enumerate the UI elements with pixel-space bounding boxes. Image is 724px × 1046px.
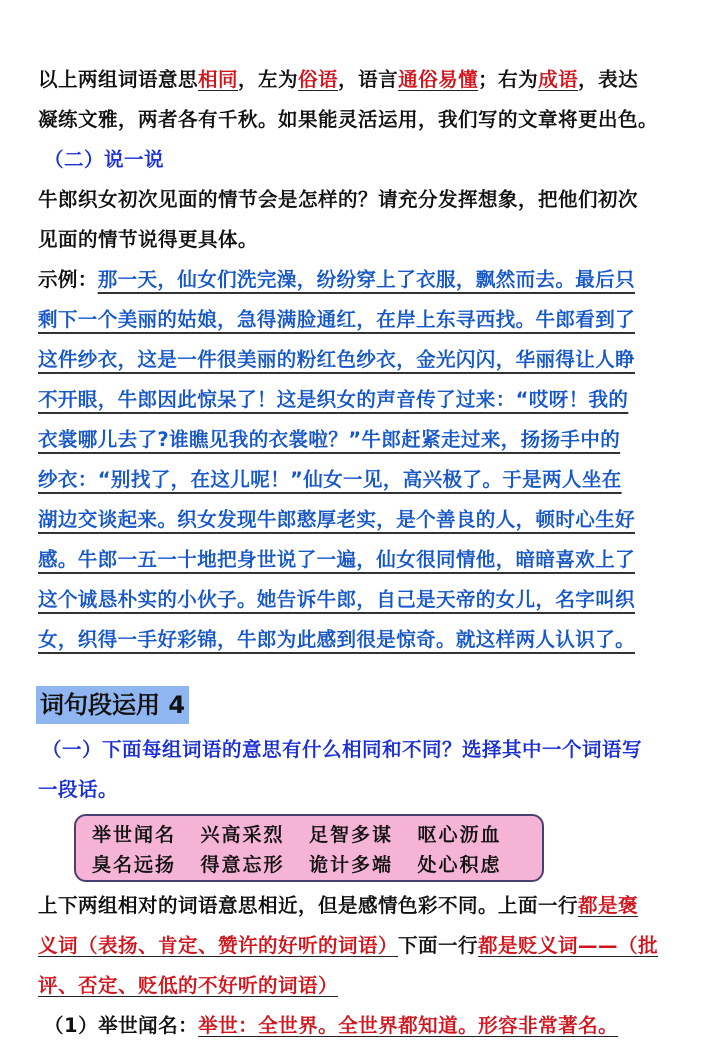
- section-two-title: （二）说一说: [44, 148, 165, 171]
- item-1: [44, 1006, 688, 1046]
- example-line-5: 衣裳哪儿去了?谁瞧见我的衣裳啦？”牛郎赶紧走过来，扬扬手中的: [38, 428, 621, 451]
- intro-text: ，语言: [338, 68, 399, 91]
- word: 呕心沥血: [417, 824, 502, 846]
- document-page: [38, 60, 688, 1046]
- question-line-1: （一）下面每组词语的意思有什么相同和不同？选择其中一个词语写: [42, 738, 643, 761]
- word-row-negative: [92, 850, 526, 880]
- question-line-2: 一段话。: [38, 778, 119, 801]
- word-row-positive: [92, 820, 526, 850]
- answer-highlight: 义词（表扬、肯定、赞许的好听的词语）: [38, 934, 399, 957]
- keyword-idiom: 成语: [538, 68, 579, 91]
- example-line-8: 感。牛郎一五一十地把身世说了一遍，仙女很同情他，暗暗喜欢上了: [38, 548, 636, 571]
- section-heading: 词句段运用 4: [36, 686, 189, 724]
- keyword-easy: 通俗易懂: [398, 68, 479, 91]
- prompt-line-2: 见面的情节说得更具体。: [38, 228, 259, 251]
- example-line-6: 纱衣：“别找了，在这儿呢！”仙女一见，高兴极了。于是两人坐在: [38, 468, 622, 491]
- word: 得意忘形: [200, 854, 285, 876]
- example-line-4: 不开眼，牛郎因此惊呆了！这是织女的声音传了过来：“哎呀！我的: [38, 388, 629, 411]
- intro-text: 以上两组词语意思: [38, 68, 199, 91]
- example-line-9: 这个诚恳朴实的小伙子。她告诉牛郎，自己是天帝的女儿，名字叫织: [38, 588, 636, 611]
- intro-text: ；右为: [478, 68, 539, 91]
- item-label: （1）举世闻名：: [44, 1014, 199, 1037]
- prompt-line-1: 牛郎织女初次见面的情节会是怎样的？请充分发挥想象，把他们初次: [38, 188, 639, 211]
- word: 处心积虑: [417, 854, 502, 876]
- keyword-same: 相同: [198, 68, 239, 91]
- answer-text: 下面一行: [398, 934, 479, 957]
- word: 举世闻名: [92, 824, 177, 846]
- example-line-2: 剩下一个美丽的姑娘，急得满脸通红，在岸上东寻西找。牛郎看到了: [38, 308, 636, 331]
- section-heading-row: [38, 686, 688, 730]
- example-text: 那一天，仙女们洗完澡，纷纷穿上了衣服，飘然而去。最后只: [97, 268, 636, 291]
- item-answer: 举世：全世界。全世界都知道。形容非常著名。: [198, 1014, 619, 1037]
- keyword-slang: 俗语: [298, 68, 339, 91]
- answer-text: 上下两组相对的词语意思相近，但是感情色彩不同。上面一行: [38, 894, 579, 917]
- answer-highlight: 评、否定、贬低的不好听的词语）: [38, 974, 339, 997]
- example-line-3: 这件纱衣，这是一件很美丽的粉红色纱衣，金光闪闪，华丽得让人睁: [38, 348, 636, 371]
- answer-highlight: 都是贬义词——（批: [478, 934, 659, 957]
- word: 兴高采烈: [200, 824, 285, 846]
- example-line-10: 女，织得一手好彩锦，牛郎为此感到很是惊奇。就这样两人认识了。: [38, 628, 636, 651]
- answer-line-3: [38, 966, 688, 1006]
- answer-line-1: [38, 886, 688, 926]
- word-box: [74, 814, 544, 882]
- example-line-1: [38, 260, 688, 300]
- answer-highlight: 都是褒: [578, 894, 639, 917]
- example-label: 示例：: [38, 268, 98, 291]
- answer-line-2: [38, 926, 688, 966]
- intro-line-2: 凝练文雅，两者各有千秋。如果能灵活运用，我们写的文章将更出色。: [38, 108, 659, 131]
- intro-text: ，左为: [238, 68, 299, 91]
- word: 诡计多端: [309, 854, 394, 876]
- intro-text: ，表达: [578, 68, 639, 91]
- intro-line-1: [38, 60, 688, 100]
- example-line-7: 湖边交谈起来。织女发现牛郎憨厚老实，是个善良的人，顿时心生好: [38, 508, 636, 531]
- word: 足智多谋: [309, 824, 394, 846]
- word: 臭名远扬: [92, 854, 177, 876]
